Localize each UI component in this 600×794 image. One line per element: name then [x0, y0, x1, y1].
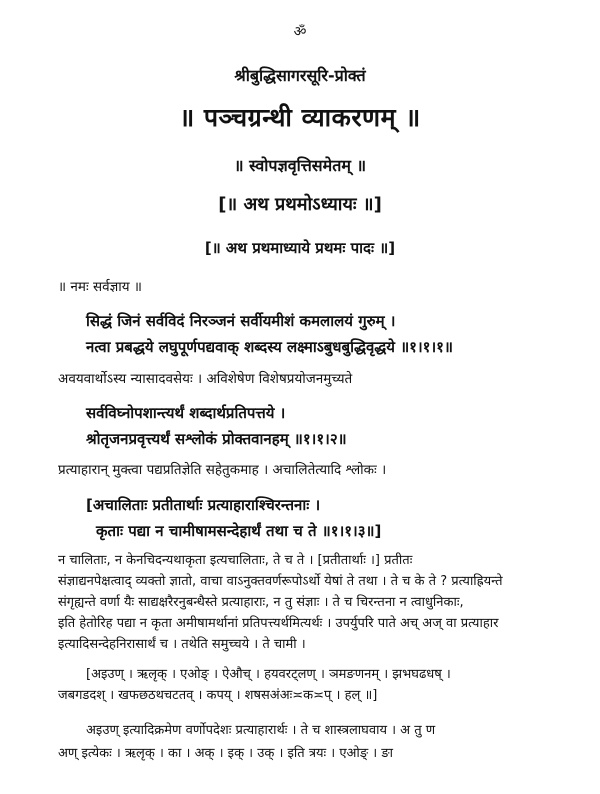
subtitle: ॥ स्वोपज्ञवृत्तिसमेतम् ॥: [233, 156, 367, 175]
text-line: इत्यादिसन्देहनिरासार्थं च । तथेति समुच्चये । ते चामी ।: [58, 637, 306, 652]
text-line: नत्वा प्रबद्धये लघुपूर्णपद्यवाक् शब्दस्य लक्ष्माऽबुधबुद्धिवृद्धये ॥१।१।१॥: [86, 338, 453, 356]
section-heading: [॥ अथ प्रथमाध्याये प्रथमः पादः ॥]: [204, 239, 396, 257]
text-line: श्रोतृजनप्रवृत्त्यर्थं सश्लोकं प्रोक्तवानहम् ॥१।१।२॥: [86, 430, 347, 448]
text-line: [अचालिताः प्रतीतार्थाः प्रत्याहाराश्चिरन्तनाः ।: [86, 496, 321, 514]
chapter-heading: [॥ अथ प्रथमोऽध्यायः ॥]: [218, 194, 382, 215]
text-line: संज्ञाद्यनपेक्षत्वाद् व्यक्तो ज्ञातो, वाचा वाऽनुक्तवर्णरूपोऽर्थो येषां ते तथा । ते च के ते ? प्रत्याह्रियन्ते: [58, 574, 503, 589]
text-line: इति हेतोरिह पद्या न कृता अमीषामर्थानां प्रतिपत्त्यर्थमित्यर्थः । उपर्युपरि पाते अच् अज् वा प्रत्याहार: [58, 616, 499, 631]
text-line: सर्वविघ्नोपशान्त्यर्थं शब्दार्थप्रतिपत्तये ।: [86, 404, 286, 422]
text-line: प्रत्याहारान् मुक्त्वा पद्यप्रतिज्ञेति सहेतुकमाह । अचालितेत्यादि श्लोकः ।: [58, 462, 387, 478]
author-line: श्रीबुद्धिसागरसूरि-प्रोक्तं: [234, 66, 366, 85]
text-line: जबगडदश् । खफछठथचटतव् । कपय् । शषसअंअः≍क≍प् । हल् ॥]: [58, 688, 378, 703]
page-title: ॥ पञ्चग्रन्थी व्याकरणम् ॥: [179, 103, 421, 132]
text-line: [अइउण् । ऋलृक् । एओङ् । ऐऔच् । हयवरट्लण् । ञमङणनम् । झभघढधष् ।: [86, 667, 451, 682]
text-line: ॥ नमः सर्वज्ञाय ॥: [58, 279, 142, 295]
text-line: सिद्धं जिनं सर्वविदं निरञ्जनं सर्वीयमीशं कमलालयं गुरुम् ।: [86, 312, 396, 330]
text-line: अइउण् इत्यादिक्रमेण वर्णोपदेशः प्रत्याहारार्थः । ते च शास्त्रलाघवाय । अ तु ण: [86, 723, 436, 738]
text-line: संगृह्यन्ते वर्णा यैः साद्यक्षरैरनुबन्धैस्ते प्रत्याहाराः, न तु संज्ञाः । ते च चिरन्तना न त्वाधुनिकाः,: [58, 595, 464, 610]
text-line: अवयवार्थोऽस्य न्यासादवसेयः । अविशेषेण विशेषप्रयोजनमुच्यते: [58, 371, 353, 387]
text-line: कृताः पद्या न चामीषामसन्देहार्थं तथा च ते ॥१।१।३॥]: [96, 522, 382, 540]
text-line: न चालिताः, न केनचिदन्यथाकृता इत्यचालिताः, ते च ते । [प्रतीतार्थाः ।] प्रतीतः: [58, 553, 413, 568]
text-line: अण् इत्येकः । ऋलृक् । का । अक् । इक् । उक् । इति त्रयः । एओङ् । ङा: [58, 746, 393, 761]
om-symbol: ॐ: [293, 24, 307, 40]
